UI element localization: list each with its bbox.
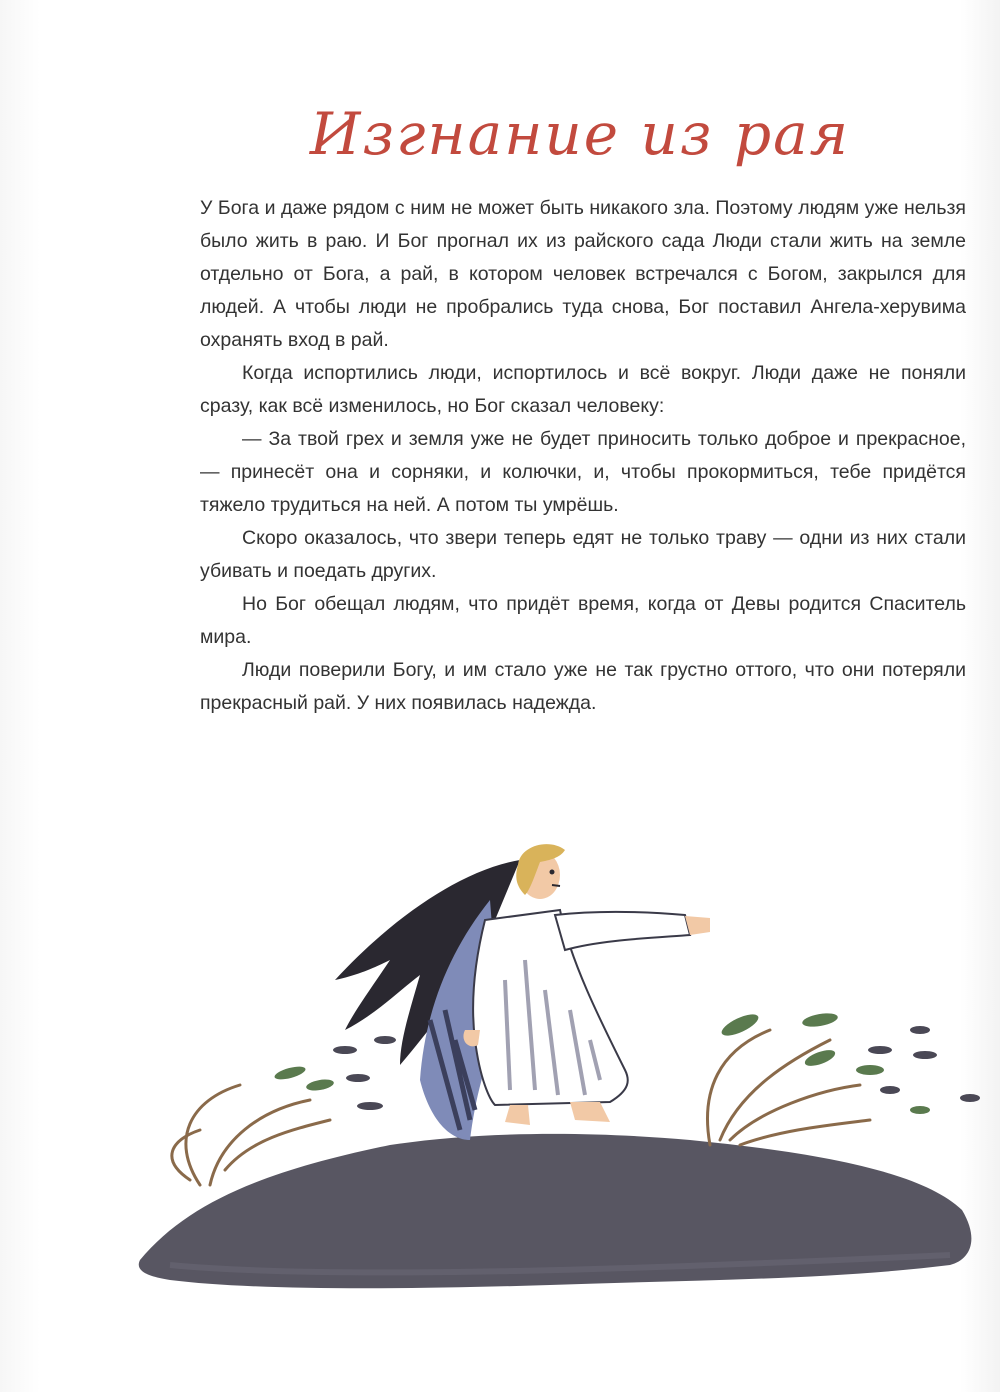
paragraph-2: Когда испортились люди, испортилось и всё вокруг. Люди даже не поняли сразу, как всё изменилось, но Бог сказал человеку: <box>200 362 966 417</box>
paragraph-3: — За твой грех и земля уже не будет приносить только доброе и прекрасное, — принесёт она и сорняки, и колючки, и, чтобы прокормиться, тебе придётся тяжело трудиться на ней. А потом ты умрёшь. <box>200 428 966 516</box>
paragraph-6: Люди поверили Богу, и им стало уже не так грустно оттого, что они потеряли прекрасный рай. У них появилась надежда. <box>200 659 966 714</box>
paragraph-5: Но Бог обещал людям, что придёт время, когда от Девы родится Спаситель мира. <box>200 593 966 648</box>
hill <box>139 1134 972 1288</box>
right-bush <box>708 1030 871 1145</box>
angel-illustration <box>130 840 990 1310</box>
paragraph-1: У Бога и даже рядом с ним не может быть никакого зла. Поэтому людям уже нельзя было жить в раю. И Бог прогнал их из райского сада Люди стали жить на земле отдельно от Бога, а рай, в котором человек встречался с Богом, закрылся для людей. А чтобы люди не пробрались туда снова, Бог поставил Ангела-херувима охранять вход в рай. <box>200 197 966 351</box>
left-leaves <box>273 1036 396 1110</box>
paragraph-4: Скоро оказалось, что звери теперь едят не только траву — одни из них стали убивать и поедать других. <box>200 527 966 582</box>
chapter-text <box>200 192 966 720</box>
right-leaves <box>719 1010 980 1114</box>
chapter-title: Изгнание из рая <box>309 100 851 168</box>
